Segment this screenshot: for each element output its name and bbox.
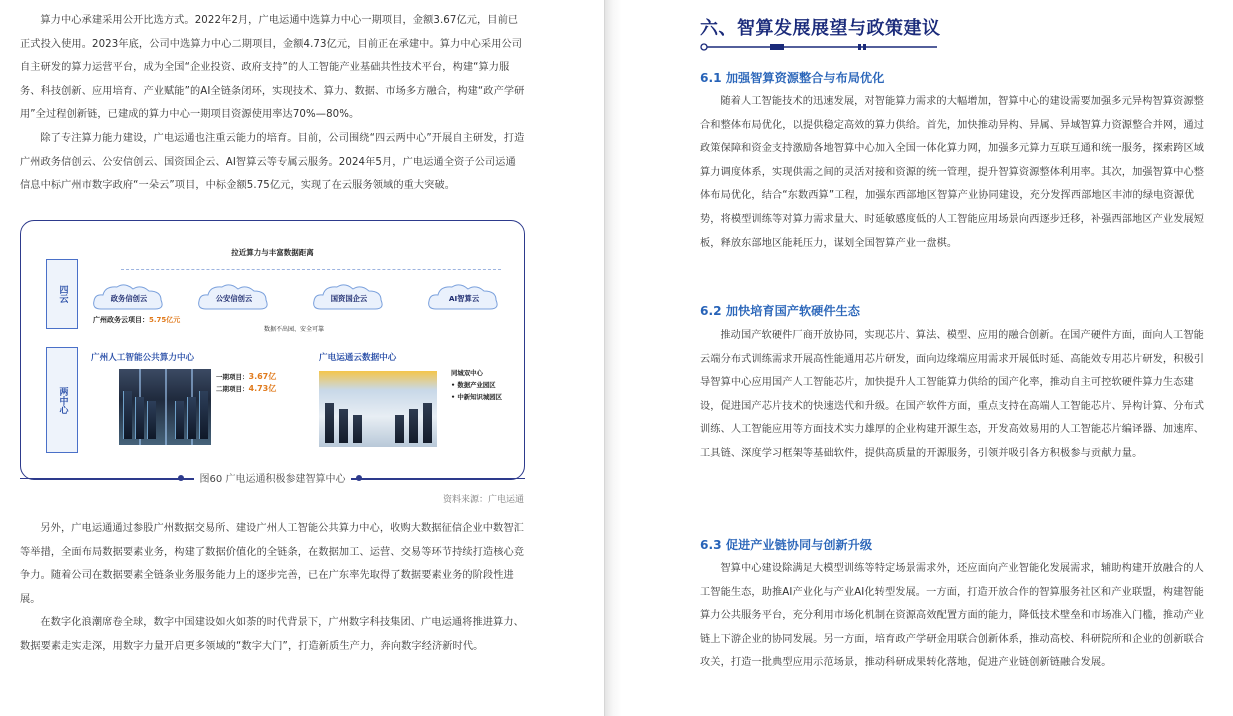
clouds-section-label: 四云 (46, 259, 78, 329)
paragraph: 算力中心承建采用公开比选方式。2022年2月，广电运通中选算力中心一期项目，金额3.67亿元，目前已正式投入使用。2023年底，公司中选算力中心二期项目，金额4.73亿元，目前正在承建中。算力中心采用公司自主研发的算力运营平台，成为全国“企业投资、政府支持”的人工智能产业基础共性技术平台，构建“算力服务、科技创新、应用培育、产业赋能”的AI全链条闭环，实现技术、算力、数据、市场多方融合，构建“政产学研用”全过程创新链，已建成的算力中心一期项目资源使用率达70%—80%。 (20, 15, 525, 121)
gov-cloud-project: 广州政务云项目：5.75亿元 (93, 316, 181, 324)
figure-source: 资料来源：广电运通 (442, 495, 524, 505)
left-top-text (20, 9, 525, 198)
centers-section-label: 两中心 (46, 347, 78, 453)
figure-title: 拉近算力与丰富数据距离 (231, 248, 314, 257)
cloud-gov-innovation: 政务信创云 (91, 283, 167, 311)
subsection-heading-6-3: 6.3 促进产业链协同与创新升级 (700, 538, 873, 552)
subsection-text-6-3: 智算中心建设除满足大模型训练等特定场景需求外，还应面向产业智能化发展需求，辅助构建开放融合的人工智能生态，助推AI产业化与产业AI化转型发展。一方面，打造开放合作的智算服务社区和产业联盟，构建智能算力公共服务平台，充分利用市场化机制在资源高效配置方面的能力，降低技术壁垒和市场准入门槛，推动产业链上下游企业的协同发展。另一方面，培育政产学研金用联合创新体系，推动高校、科研院所和企业的创新联合攻关，打造一批典型应用示范场景，推动科研成果转化落地，促进产业链创新链融合发展。 (700, 563, 1205, 669)
right-page (621, 0, 1233, 716)
figure-smart-computing-centers (20, 220, 525, 480)
figure-caption: 图60 广电运通积极参建智算中心 (20, 470, 525, 486)
subsection-text-6-2: 推动国产软硬件厂商开放协同，实现芯片、算法、模型、应用的融合创新。在国产硬件方面，面向人工智能云端分布式训练需求开展高性能通用芯片研发，面向边缘端应用需求开展低时延、高能效专用芯片研发，积极引导智算中心应用国产人工智能芯片，加快提升人工智能算力供给的国产化率，推动自主可控软硬件算力生态建设，促进国产芯片技术的快速迭代和升级。在国产软件方面，重点支持在高端人工智能芯片、异构计算、分布式训练、人工智能应用等方面技术实力雄厚的企业构建开源生态，开发高效易用的人工智能芯片编译器、加速库、工具链、深度学习框架等基础软件，提供高质量的开源服务，引领并吸引各方积极参与贡献力量。 (700, 330, 1205, 459)
caption-dot (356, 475, 362, 481)
caption-dot (178, 475, 184, 481)
book-gutter (604, 0, 622, 716)
paragraph: 除了专注算力能力建设，广电运通也注重云能力的培育。目前，公司围绕“四云两中心”开展自主研发，打造广州政务信创云、公安信创云、国资国企云、AI智算云等专属云服务。2024年5月，广电运通全资子公司运通信息中标广州市数字政府“一朵云”项目，中标金额5.75亿元，实现了在云服务领域的重大突破。 (20, 132, 525, 192)
left-page (0, 0, 604, 716)
paragraph: 在数字化浪潮席卷全球，数字中国建设如火如荼的时代背景下，广州数字科技集团、广电运通将推进算力、数据要素走实走深，用数字力量开启更多领域的“数字大门”，打造新质生产力，奔向数字经济新时代。 (20, 617, 524, 652)
datacenter-photo-1 (119, 369, 211, 445)
center2-title: 广电运通云数据中心 (319, 353, 397, 363)
cloud-state-owned: 国资国企云 (311, 283, 387, 311)
subsection-heading-6-1: 6.1 加强智算资源整合与布局优化 (700, 71, 885, 85)
data-security-note: 数据不出园、安全可靠 (264, 326, 325, 333)
subsection-text-6-1: 随着人工智能技术的迅速发展，对智能算力需求的大幅增加，智算中心的建设需要加强多元异构智算资源整合和整体布局优化，以提供稳定高效的算力供给。首先，加快推动异构、异属、异域智算力资源整合并网，通过政策保障和资金支持激励各地智算中心加入全国一体化算力网，加强多元算力互联互通和统一服务，探索跨区域算力调度体系，实现供需之间的灵活对接和资源的统一管理，提升智算资源整体利用率。其次，加强智算中心整体布局优化，结合“东数西算”工程，加强东西部地区智算产业协同建设，充分发挥西部地区丰沛的绿电资源优势，将模型训练等对算力需求量大、时延敏感度低的人工智能应用场景向西逐步迁移，补强西部地区产业发展短板，释放东部地区能耗压力，谋划全国智算产业一盘棋。 (700, 96, 1205, 249)
left-bottom-text (20, 517, 525, 659)
title-underline (700, 43, 937, 51)
paragraph: 另外，广电运通通过参股广州数据交易所、建设广州人工智能公共算力中心，收购大数据征信企业中数智汇等举措，全面布局数据要素业务，构建了数据价值化的全链条，在数据加工、运营、交易等环节持续打造核心竞争力。随着公司在数据要素全链条业务服务能力上的逐步完善，已在广东率先取得了数据要素业务的阶段性进展。 (20, 523, 525, 605)
datacenter-photo-2 (319, 371, 437, 447)
cloud-police-innovation: 公安信创云 (196, 283, 272, 311)
subsection-heading-6-2: 6.2 加快培育国产软硬件生态 (700, 304, 860, 318)
connector-line (121, 269, 501, 271)
section-title: 六、智算发展展望与政策建议 (700, 18, 941, 39)
center2-notes: 同城双中心 • 数据产业园区 • 中新知识城园区 (451, 369, 503, 401)
cloud-ai-computing: AI智算云 (426, 283, 502, 311)
center1-title: 广州人工智能公共算力中心 (91, 353, 195, 363)
center1-phases: 一期项目：3.67亿 二期项目：4.73亿 (216, 372, 277, 393)
